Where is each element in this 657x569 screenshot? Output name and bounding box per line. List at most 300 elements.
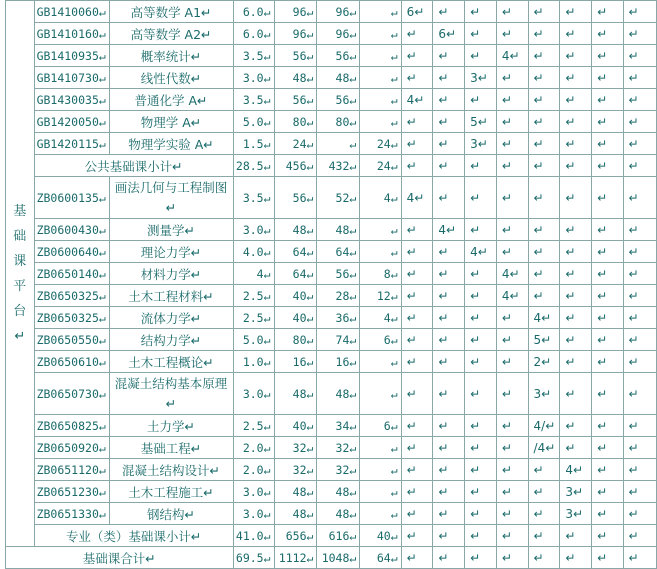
- total-hours-cell: 656↵: [274, 525, 317, 547]
- term-5-hours-cell: /4↵: [528, 437, 560, 459]
- total-hours-cell: 48↵: [274, 481, 317, 503]
- term-8-hours-cell: ↵: [623, 219, 656, 241]
- term-5-hours-cell: ↵: [528, 459, 560, 481]
- lab-hours-cell: ↵: [360, 241, 401, 263]
- term-5-hours-cell: 2↵: [528, 351, 560, 373]
- lecture-hours-cell: 56↵: [317, 45, 360, 67]
- term-4-hours-cell: ↵: [496, 133, 528, 155]
- term-6-hours-cell: ↵: [560, 351, 592, 373]
- credits-cell: 2.5↵: [233, 415, 274, 437]
- term-1-hours-cell: ↵: [401, 45, 433, 67]
- term-5-hours-cell: ↵: [528, 67, 560, 89]
- term-3-hours-cell: ↵: [465, 219, 497, 241]
- term-3-hours-cell: ↵: [465, 503, 497, 525]
- term-7-hours-cell: ↵: [592, 155, 623, 177]
- term-4-hours-cell: ↵: [496, 459, 528, 481]
- term-4-hours-cell: ↵: [496, 525, 528, 547]
- lecture-hours-cell: 52↵: [317, 177, 360, 219]
- term-1-hours-cell: ↵: [401, 329, 433, 351]
- course-name: 土木工程材料↵: [109, 285, 233, 307]
- term-8-hours-cell: ↵: [623, 89, 656, 111]
- term-4-hours-cell: ↵: [496, 89, 528, 111]
- term-3-hours-cell: 4↵: [465, 241, 497, 263]
- lecture-hours-cell: 16↵: [317, 351, 360, 373]
- lecture-hours-cell: 48↵: [317, 503, 360, 525]
- lab-hours-cell: ↵: [360, 437, 401, 459]
- lecture-hours-cell: 1048↵: [317, 547, 360, 569]
- term-4-hours-cell: ↵: [496, 307, 528, 329]
- term-3-hours-cell: ↵: [465, 525, 497, 547]
- term-3-hours-cell: ↵: [465, 351, 497, 373]
- course-name: 画法几何与工程制图↵: [109, 177, 233, 219]
- term-7-hours-cell: ↵: [592, 177, 623, 219]
- term-4-hours-cell: ↵: [496, 219, 528, 241]
- lab-hours-cell: ↵: [360, 45, 401, 67]
- lab-hours-cell: 6↵: [360, 329, 401, 351]
- total-hours-cell: 40↵: [274, 307, 317, 329]
- term-8-hours-cell: ↵: [623, 437, 656, 459]
- term-2-hours-cell: ↵: [433, 547, 465, 569]
- term-4-hours-cell: ↵: [496, 351, 528, 373]
- course-name: 高等数学 A2↵: [109, 23, 233, 45]
- term-2-hours-cell: ↵: [433, 155, 465, 177]
- term-4-hours-cell: ↵: [496, 1, 528, 23]
- term-1-hours-cell: ↵: [401, 415, 433, 437]
- term-4-hours-cell: ↵: [496, 23, 528, 45]
- total-hours-cell: 96↵: [274, 23, 317, 45]
- term-4-hours-cell: ↵: [496, 67, 528, 89]
- term-5-hours-cell: ↵: [528, 177, 560, 219]
- term-2-hours-cell: ↵: [433, 503, 465, 525]
- credits-cell: 4.0↵: [233, 241, 274, 263]
- credits-cell: 6.0↵: [233, 1, 274, 23]
- lecture-hours-cell: 56↵: [317, 89, 360, 111]
- term-2-hours-cell: ↵: [433, 307, 465, 329]
- term-5-hours-cell: ↵: [528, 525, 560, 547]
- term-5-hours-cell: ↵: [528, 1, 560, 23]
- lecture-hours-cell: 28↵: [317, 285, 360, 307]
- term-8-hours-cell: ↵: [623, 525, 656, 547]
- lecture-hours-cell: 96↵: [317, 1, 360, 23]
- lab-hours-cell: 64↵: [360, 547, 401, 569]
- course-name: 流体力学↵: [109, 307, 233, 329]
- credits-cell: 69.5↵: [233, 547, 274, 569]
- course-code: ZB0650730↵: [34, 373, 109, 415]
- term-3-hours-cell: ↵: [465, 1, 497, 23]
- total-hours-cell: 48↵: [274, 503, 317, 525]
- term-5-hours-cell: ↵: [528, 45, 560, 67]
- term-7-hours-cell: ↵: [592, 285, 623, 307]
- term-3-hours-cell: ↵: [465, 177, 497, 219]
- total-hours-cell: 56↵: [274, 89, 317, 111]
- course-row: [6, 285, 657, 307]
- curriculum-table: [5, 0, 657, 569]
- course-row: [6, 111, 657, 133]
- course-name: 钢结构↵: [109, 503, 233, 525]
- term-1-hours-cell: 6↵: [401, 1, 433, 23]
- lecture-hours-cell: 48↵: [317, 219, 360, 241]
- term-1-hours-cell: ↵: [401, 263, 433, 285]
- term-7-hours-cell: ↵: [592, 459, 623, 481]
- course-name: 概率统计↵: [109, 45, 233, 67]
- lecture-hours-cell: 80↵: [317, 111, 360, 133]
- term-8-hours-cell: ↵: [623, 177, 656, 219]
- total-hours-cell: 56↵: [274, 177, 317, 219]
- course-code: ZB0650325↵: [34, 285, 109, 307]
- lab-hours-cell: ↵: [360, 67, 401, 89]
- term-7-hours-cell: ↵: [592, 241, 623, 263]
- term-7-hours-cell: ↵: [592, 219, 623, 241]
- term-5-hours-cell: ↵: [528, 503, 560, 525]
- course-name: 物理学实验 A↵: [109, 133, 233, 155]
- term-8-hours-cell: ↵: [623, 547, 656, 569]
- term-2-hours-cell: ↵: [433, 437, 465, 459]
- term-2-hours-cell: ↵: [433, 459, 465, 481]
- credits-cell: 1.5↵: [233, 133, 274, 155]
- term-2-hours-cell: ↵: [433, 525, 465, 547]
- term-6-hours-cell: 3↵: [560, 503, 592, 525]
- term-7-hours-cell: ↵: [592, 307, 623, 329]
- course-row: [6, 263, 657, 285]
- course-name: 普通化学 A↵: [109, 89, 233, 111]
- term-6-hours-cell: ↵: [560, 45, 592, 67]
- term-6-hours-cell: 4↵: [560, 459, 592, 481]
- term-4-hours-cell: ↵: [496, 155, 528, 177]
- total-hours-cell: 40↵: [274, 285, 317, 307]
- subtotal-label: 公共基础课小计↵: [34, 155, 233, 177]
- term-6-hours-cell: ↵: [560, 547, 592, 569]
- term-4-hours-cell: ↵: [496, 241, 528, 263]
- term-7-hours-cell: ↵: [592, 547, 623, 569]
- term-2-hours-cell: ↵: [433, 177, 465, 219]
- term-3-hours-cell: ↵: [465, 263, 497, 285]
- course-row: [6, 329, 657, 351]
- lab-hours-cell: ↵: [360, 351, 401, 373]
- term-6-hours-cell: ↵: [560, 373, 592, 415]
- term-3-hours-cell: 3↵: [465, 67, 497, 89]
- term-8-hours-cell: ↵: [623, 329, 656, 351]
- term-7-hours-cell: ↵: [592, 503, 623, 525]
- term-5-hours-cell: ↵: [528, 263, 560, 285]
- lab-hours-cell: ↵: [360, 23, 401, 45]
- total-row: [6, 547, 657, 569]
- term-5-hours-cell: 4/↵: [528, 415, 560, 437]
- term-5-hours-cell: ↵: [528, 241, 560, 263]
- term-7-hours-cell: ↵: [592, 111, 623, 133]
- course-name: 混凝土结构基本原理↵: [109, 373, 233, 415]
- total-hours-cell: 56↵: [274, 45, 317, 67]
- curriculum-sheet: [5, 0, 657, 569]
- course-code: ZB0650610↵: [34, 351, 109, 373]
- term-7-hours-cell: ↵: [592, 263, 623, 285]
- credits-cell: 3.0↵: [233, 481, 274, 503]
- group-label: 基础课平台↵: [13, 203, 27, 344]
- term-6-hours-cell: ↵: [560, 67, 592, 89]
- course-row: [6, 241, 657, 263]
- term-6-hours-cell: ↵: [560, 1, 592, 23]
- lab-hours-cell: ↵: [360, 373, 401, 415]
- lab-hours-cell: 40↵: [360, 525, 401, 547]
- lecture-hours-cell: 74↵: [317, 329, 360, 351]
- course-row: [6, 177, 657, 219]
- term-6-hours-cell: 3↵: [560, 481, 592, 503]
- term-8-hours-cell: ↵: [623, 307, 656, 329]
- course-code: ZB0600135↵: [34, 177, 109, 219]
- term-4-hours-cell: ↵: [496, 111, 528, 133]
- term-8-hours-cell: ↵: [623, 415, 656, 437]
- term-5-hours-cell: ↵: [528, 481, 560, 503]
- term-8-hours-cell: ↵: [623, 263, 656, 285]
- course-name: 材料力学↵: [109, 263, 233, 285]
- term-4-hours-cell: 4↵: [496, 263, 528, 285]
- course-row: [6, 23, 657, 45]
- term-6-hours-cell: ↵: [560, 111, 592, 133]
- term-2-hours-cell: ↵: [433, 263, 465, 285]
- term-2-hours-cell: ↵: [433, 481, 465, 503]
- term-1-hours-cell: ↵: [401, 437, 433, 459]
- term-6-hours-cell: ↵: [560, 177, 592, 219]
- course-name: 土力学↵: [109, 415, 233, 437]
- credits-cell: 41.0↵: [233, 525, 274, 547]
- subtotal-label: 专业（类）基础课小计↵: [34, 525, 233, 547]
- term-7-hours-cell: ↵: [592, 351, 623, 373]
- course-code: GB1410160↵: [34, 23, 109, 45]
- term-8-hours-cell: ↵: [623, 67, 656, 89]
- course-code: GB1410060↵: [34, 1, 109, 23]
- course-code: GB1410935↵: [34, 45, 109, 67]
- total-hours-cell: 64↵: [274, 263, 317, 285]
- course-row: [6, 415, 657, 437]
- course-name: 结构力学↵: [109, 329, 233, 351]
- course-code: ZB0650550↵: [34, 329, 109, 351]
- term-6-hours-cell: ↵: [560, 23, 592, 45]
- course-name: 混凝土结构设计↵: [109, 459, 233, 481]
- lab-hours-cell: ↵: [360, 459, 401, 481]
- credits-cell: 4↵: [233, 263, 274, 285]
- course-row: [6, 89, 657, 111]
- credits-cell: 1.0↵: [233, 351, 274, 373]
- lab-hours-cell: ↵: [360, 503, 401, 525]
- lecture-hours-cell: 48↵: [317, 481, 360, 503]
- term-6-hours-cell: ↵: [560, 263, 592, 285]
- term-7-hours-cell: ↵: [592, 89, 623, 111]
- term-1-hours-cell: ↵: [401, 525, 433, 547]
- term-2-hours-cell: ↵: [433, 241, 465, 263]
- term-2-hours-cell: ↵: [433, 285, 465, 307]
- term-8-hours-cell: ↵: [623, 459, 656, 481]
- term-4-hours-cell: 4↵: [496, 45, 528, 67]
- term-6-hours-cell: ↵: [560, 437, 592, 459]
- term-6-hours-cell: ↵: [560, 329, 592, 351]
- lab-hours-cell: 4↵: [360, 177, 401, 219]
- course-code: ZB0651230↵: [34, 481, 109, 503]
- total-hours-cell: 64↵: [274, 241, 317, 263]
- term-2-hours-cell: 6↵: [433, 23, 465, 45]
- term-5-hours-cell: ↵: [528, 133, 560, 155]
- course-name: 线性代数↵: [109, 67, 233, 89]
- term-8-hours-cell: ↵: [623, 45, 656, 67]
- term-2-hours-cell: ↵: [433, 329, 465, 351]
- credits-cell: 6.0↵: [233, 23, 274, 45]
- term-1-hours-cell: ↵: [401, 307, 433, 329]
- term-5-hours-cell: ↵: [528, 111, 560, 133]
- lecture-hours-cell: 96↵: [317, 23, 360, 45]
- lecture-hours-cell: 48↵: [317, 67, 360, 89]
- course-row: [6, 133, 657, 155]
- total-label: 基础课合计↵: [6, 547, 234, 569]
- course-code: ZB0651120↵: [34, 459, 109, 481]
- term-7-hours-cell: ↵: [592, 67, 623, 89]
- term-1-hours-cell: 4↵: [401, 177, 433, 219]
- term-7-hours-cell: ↵: [592, 481, 623, 503]
- term-2-hours-cell: ↵: [433, 1, 465, 23]
- term-3-hours-cell: ↵: [465, 437, 497, 459]
- lab-hours-cell: ↵: [360, 89, 401, 111]
- group-label-cell: [6, 1, 35, 547]
- term-5-hours-cell: 3↵: [528, 373, 560, 415]
- term-8-hours-cell: ↵: [623, 111, 656, 133]
- term-2-hours-cell: ↵: [433, 133, 465, 155]
- term-4-hours-cell: ↵: [496, 177, 528, 219]
- lab-hours-cell: 24↵: [360, 155, 401, 177]
- term-6-hours-cell: ↵: [560, 241, 592, 263]
- lab-hours-cell: 24↵: [360, 133, 401, 155]
- course-name: 土木工程施工↵: [109, 481, 233, 503]
- course-row: [6, 45, 657, 67]
- course-row: [6, 503, 657, 525]
- credits-cell: 3.0↵: [233, 503, 274, 525]
- term-3-hours-cell: ↵: [465, 23, 497, 45]
- term-1-hours-cell: ↵: [401, 23, 433, 45]
- course-row: [6, 351, 657, 373]
- credits-cell: 3.5↵: [233, 45, 274, 67]
- term-1-hours-cell: ↵: [401, 67, 433, 89]
- term-7-hours-cell: ↵: [592, 415, 623, 437]
- term-3-hours-cell: 5↵: [465, 111, 497, 133]
- term-6-hours-cell: ↵: [560, 285, 592, 307]
- term-8-hours-cell: ↵: [623, 23, 656, 45]
- term-3-hours-cell: ↵: [465, 373, 497, 415]
- course-code: ZB0650825↵: [34, 415, 109, 437]
- term-5-hours-cell: ↵: [528, 547, 560, 569]
- lab-hours-cell: 6↵: [360, 415, 401, 437]
- term-7-hours-cell: ↵: [592, 373, 623, 415]
- total-hours-cell: 32↵: [274, 437, 317, 459]
- lab-hours-cell: ↵: [360, 219, 401, 241]
- term-8-hours-cell: ↵: [623, 133, 656, 155]
- term-8-hours-cell: ↵: [623, 351, 656, 373]
- term-4-hours-cell: 4↵: [496, 285, 528, 307]
- course-name: 物理学 A↵: [109, 111, 233, 133]
- term-6-hours-cell: ↵: [560, 219, 592, 241]
- term-3-hours-cell: ↵: [465, 547, 497, 569]
- lecture-hours-cell: 48↵: [317, 373, 360, 415]
- course-row: [6, 437, 657, 459]
- term-4-hours-cell: ↵: [496, 481, 528, 503]
- credits-cell: 3.0↵: [233, 67, 274, 89]
- lecture-hours-cell: 36↵: [317, 307, 360, 329]
- course-code: ZB0600640↵: [34, 241, 109, 263]
- term-7-hours-cell: ↵: [592, 133, 623, 155]
- term-1-hours-cell: ↵: [401, 219, 433, 241]
- term-3-hours-cell: ↵: [465, 329, 497, 351]
- term-2-hours-cell: ↵: [433, 89, 465, 111]
- term-2-hours-cell: ↵: [433, 351, 465, 373]
- course-row: [6, 307, 657, 329]
- term-3-hours-cell: ↵: [465, 89, 497, 111]
- term-7-hours-cell: ↵: [592, 329, 623, 351]
- term-5-hours-cell: ↵: [528, 285, 560, 307]
- term-5-hours-cell: 5↵: [528, 329, 560, 351]
- term-6-hours-cell: ↵: [560, 307, 592, 329]
- term-6-hours-cell: ↵: [560, 415, 592, 437]
- term-1-hours-cell: ↵: [401, 241, 433, 263]
- term-7-hours-cell: ↵: [592, 525, 623, 547]
- term-1-hours-cell: ↵: [401, 351, 433, 373]
- subtotal-row: [6, 155, 657, 177]
- term-3-hours-cell: ↵: [465, 481, 497, 503]
- course-row: [6, 481, 657, 503]
- term-6-hours-cell: ↵: [560, 89, 592, 111]
- course-name: 测量学↵: [109, 219, 233, 241]
- total-hours-cell: 96↵: [274, 1, 317, 23]
- term-8-hours-cell: ↵: [623, 481, 656, 503]
- lab-hours-cell: 12↵: [360, 285, 401, 307]
- term-3-hours-cell: ↵: [465, 307, 497, 329]
- term-3-hours-cell: ↵: [465, 459, 497, 481]
- term-1-hours-cell: ↵: [401, 155, 433, 177]
- term-3-hours-cell: ↵: [465, 415, 497, 437]
- term-1-hours-cell: ↵: [401, 111, 433, 133]
- credits-cell: 3.5↵: [233, 89, 274, 111]
- term-3-hours-cell: ↵: [465, 285, 497, 307]
- term-4-hours-cell: ↵: [496, 373, 528, 415]
- term-5-hours-cell: ↵: [528, 155, 560, 177]
- course-code: GB1420115↵: [34, 133, 109, 155]
- term-1-hours-cell: ↵: [401, 503, 433, 525]
- term-3-hours-cell: 3↵: [465, 133, 497, 155]
- course-code: ZB0650140↵: [34, 263, 109, 285]
- credits-cell: 5.0↵: [233, 329, 274, 351]
- course-code: GB1410730↵: [34, 67, 109, 89]
- term-5-hours-cell: ↵: [528, 23, 560, 45]
- total-hours-cell: 24↵: [274, 133, 317, 155]
- course-code: GB1420050↵: [34, 111, 109, 133]
- credits-cell: 3.5↵: [233, 177, 274, 219]
- total-hours-cell: 1112↵: [274, 547, 317, 569]
- total-hours-cell: 80↵: [274, 111, 317, 133]
- term-1-hours-cell: ↵: [401, 285, 433, 307]
- term-4-hours-cell: ↵: [496, 415, 528, 437]
- course-code: ZB0650920↵: [34, 437, 109, 459]
- lecture-hours-cell: 432↵: [317, 155, 360, 177]
- course-row: [6, 373, 657, 415]
- lab-hours-cell: ↵: [360, 481, 401, 503]
- lab-hours-cell: ↵: [360, 111, 401, 133]
- total-hours-cell: 48↵: [274, 219, 317, 241]
- lecture-hours-cell: ↵: [317, 133, 360, 155]
- course-code: ZB0651330↵: [34, 503, 109, 525]
- lab-hours-cell: ↵: [360, 1, 401, 23]
- course-code: ZB0650325↵: [34, 307, 109, 329]
- course-code: ZB0600430↵: [34, 219, 109, 241]
- credits-cell: 2.0↵: [233, 437, 274, 459]
- credits-cell: 3.0↵: [233, 219, 274, 241]
- term-6-hours-cell: ↵: [560, 525, 592, 547]
- term-2-hours-cell: ↵: [433, 373, 465, 415]
- term-4-hours-cell: ↵: [496, 503, 528, 525]
- lecture-hours-cell: 56↵: [317, 263, 360, 285]
